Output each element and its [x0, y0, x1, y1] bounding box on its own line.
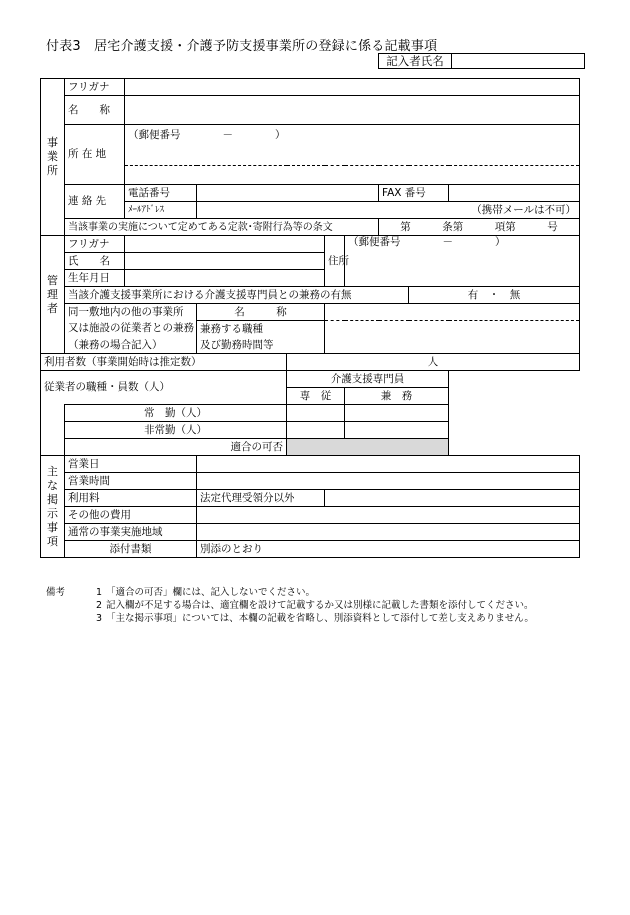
- postings-section-label: 主 な 掲 示 事 項: [41, 456, 65, 558]
- staff-label: 従業者の職種・員数（人）: [41, 371, 287, 405]
- office-postal-field[interactable]: （郵便番号 － ）: [125, 125, 580, 166]
- notes-heading: 備考: [46, 587, 66, 598]
- fulltime-dedicated-field[interactable]: [287, 405, 345, 422]
- parttime-dedicated-field[interactable]: [287, 422, 345, 439]
- note-item: 「適合の可否」欄には、記入しないでください。: [106, 587, 316, 598]
- manager-section-label: 管 理 者: [41, 236, 65, 354]
- parttime-label: 非常勤（人）: [65, 422, 287, 439]
- office-email-label: ﾒｰﾙｱﾄﾞﾚｽ: [125, 202, 197, 219]
- fees-label: 利用料: [65, 490, 197, 507]
- office-fax-label: FAX 番号: [379, 185, 449, 202]
- business-hours-field[interactable]: [197, 473, 580, 490]
- office-phone-field[interactable]: [197, 185, 379, 202]
- manager-furigana-field[interactable]: [125, 236, 325, 253]
- care-manager-header: 介護支援専門員: [287, 371, 449, 388]
- eligibility-label: 適合の可否: [65, 439, 287, 456]
- note-item: 記入欄が不足する場合は、適宜欄を設けて記載するか又は別様に記載した書類を添付してください。: [106, 600, 534, 611]
- other-costs-field[interactable]: [197, 507, 580, 524]
- eligibility-field: [287, 439, 449, 456]
- office-section-label: 事 業 所: [41, 79, 65, 236]
- other-concurrent-label-1: 同一敷地内の他の事業所: [65, 304, 197, 321]
- attachments-field[interactable]: 別添のとおり: [197, 541, 580, 558]
- office-contact-label: 連 絡 先: [65, 185, 125, 219]
- statutory-label: 法定代理受領分以外: [197, 490, 325, 507]
- fulltime-label: 常 勤（人）: [65, 405, 287, 422]
- business-days-field[interactable]: [197, 456, 580, 473]
- office-phone-label: 電話番号: [125, 185, 197, 202]
- registration-form: [40, 78, 580, 558]
- office-address-field[interactable]: [125, 166, 580, 185]
- notes: 備考 1 「適合の可否」欄には、記入しないでください。 2 記入欄が不足する場合は、適宜欄を設けて記載するか又は別様に記載した書類を添付してください。 3 「主な掲示事項」については、本欄の記載を省略し、別添資料として添付して差し支えありません。: [46, 587, 534, 624]
- recorder-label: 記入者氏名: [379, 54, 452, 68]
- office-furigana-field[interactable]: [125, 79, 580, 96]
- manager-name-field[interactable]: [125, 253, 325, 270]
- other-concurrent-label-2: 又は施設の従業者との兼務: [65, 321, 197, 338]
- users-field[interactable]: 人: [287, 354, 580, 371]
- attachments-label: 添付書類: [65, 541, 197, 558]
- parttime-concurrent-field[interactable]: [345, 422, 449, 439]
- office-name-label: 名 称: [65, 96, 125, 125]
- office-furigana-label: フリガナ: [65, 79, 125, 96]
- manager-address-field[interactable]: （郵便番号 － ）: [345, 236, 580, 287]
- articles-label: 当該事業の実施について定めてある定款･寄附行為等の条文: [65, 219, 379, 236]
- recorder-box: [378, 53, 585, 69]
- other-concurrent-label-3: （兼務の場合記入）: [65, 337, 197, 354]
- page-title: 付表3 居宅介護支援・介護予防支援事業所の登録に係る記載事項: [46, 39, 438, 54]
- place-name-label: 名 称: [197, 304, 325, 321]
- manager-furigana-label: フリガナ: [65, 236, 125, 253]
- job-field[interactable]: [325, 321, 580, 354]
- business-days-label: 営業日: [65, 456, 197, 473]
- note-item: 「主な掲示事項」については、本欄の記載を省略し、別添資料として添付して差し支えありません。: [106, 613, 534, 624]
- manager-address-label: 住所: [325, 236, 345, 287]
- recorder-name-field[interactable]: [452, 54, 584, 68]
- users-label: 利用者数（事業開始時は推定数）: [41, 354, 287, 371]
- service-area-label: 通常の事業実施地域: [65, 524, 197, 541]
- dedicated-header: 専 従: [287, 388, 345, 405]
- office-email-field[interactable]: （携帯メールは不可）: [197, 202, 580, 219]
- manager-birthdate-label: 生年月日: [65, 270, 125, 287]
- fees-field[interactable]: [325, 490, 580, 507]
- service-area-field[interactable]: [197, 524, 580, 541]
- other-costs-label: その他の費用: [65, 507, 197, 524]
- concurrent-header: 兼 務: [345, 388, 449, 405]
- manager-name-label: 氏 名: [65, 253, 125, 270]
- manager-concurrent-question: 当該介護支援事業所における介護支援専門員との兼務の有無: [65, 287, 409, 304]
- manager-concurrent-options[interactable]: 有 ・ 無: [409, 287, 580, 304]
- articles-field[interactable]: 第 条第 項第 号: [379, 219, 580, 236]
- job-label-2: 及び勤務時間等: [197, 337, 325, 354]
- office-address-label: 所 在 地: [65, 125, 125, 185]
- job-label-1: 兼務する職種: [197, 321, 325, 338]
- office-name-field[interactable]: [125, 96, 580, 125]
- business-hours-label: 営業時間: [65, 473, 197, 490]
- place-name-field[interactable]: [325, 304, 580, 321]
- manager-birthdate-field[interactable]: [125, 270, 325, 287]
- fulltime-concurrent-field[interactable]: [345, 405, 449, 422]
- office-fax-field[interactable]: [449, 185, 580, 202]
